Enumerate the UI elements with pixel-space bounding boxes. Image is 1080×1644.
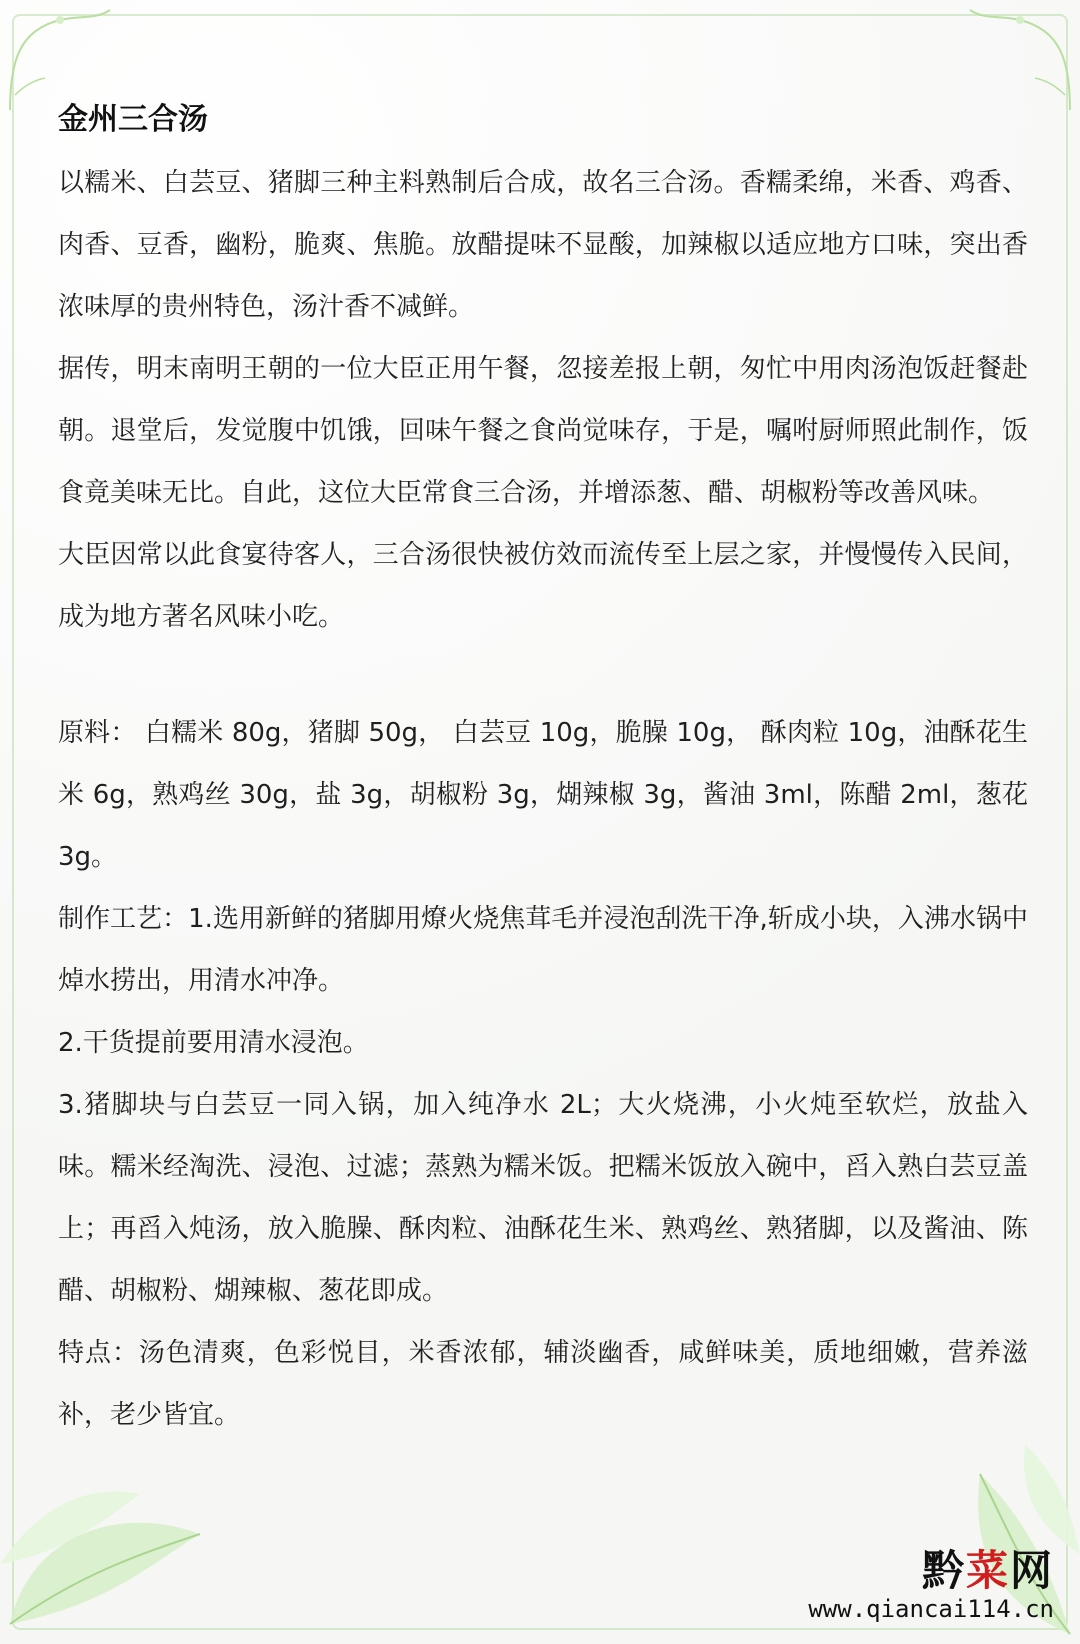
paragraph-ingredients: 原料： 白糯米 80g，猪脚 50g， 白芸豆 10g，脆臊 10g， 酥肉粒 10g，油酥花生米 6g，熟鸡丝 30g，盐 3g，胡椒粉 3g，煳辣椒 3g，酱油 3ml，陈醋 2ml，葱花 3g。 <box>58 718 1028 872</box>
site-logo-part3: 网 <box>1009 1546 1054 1595</box>
paragraph-process-1: 制作工艺：1.选用新鲜的猪脚用燎火烧焦茸毛并浸泡刮洗干净,斩成小块，入沸水锅中焯水捞出，用清水冲净。 <box>58 904 1028 996</box>
site-url: www.qiancai114.cn <box>808 1595 1054 1623</box>
site-logo <box>794 1548 1054 1594</box>
paragraph-legend: 据传，明末南明王朝的一位大臣正用午餐，忽接差报上朝，匆忙中用肉汤泡饭赶餐赴朝。退堂后，发觉腹中饥饿，回味午餐之食尚觉味存，于是，嘱咐厨师照此制作，饭食竟美味无比。自此，这位大臣常食三合汤，并增添葱、醋、胡椒粉等改善风味。 <box>58 354 1028 508</box>
paragraph-process-3: 3.猪脚块与白芸豆一同入锅，加入纯净水 2L；大火烧沸，小火炖至软烂，放盐入味。糯米经淘洗、浸泡、过滤；蒸熟为糯米饭。把糯米饭放入碗中，舀入熟白芸豆盖上；再舀入炖汤，放入脆臊、酥肉粒、油酥花生米、熟鸡丝、熟猪脚，以及酱油、陈醋、胡椒粉、煳辣椒、葱花即成。 <box>58 1090 1028 1306</box>
paragraph-intro: 以糯米、白芸豆、猪脚三种主料熟制后合成，故名三合汤。香糯柔绵，米香、鸡香、肉香、豆香，幽粉，脆爽、焦脆。放醋提味不显酸，加辣椒以适应地方口味，突出香浓味厚的贵州特色，汤汁香不减鲜。 <box>58 168 1028 322</box>
paragraph-spread: 大臣因常以此食宴待客人，三合汤很快被仿效而流传至上层之家，并慢慢传入民间，成为地方著名风味小吃。 <box>58 540 1028 632</box>
section-gap <box>58 648 1028 702</box>
article-content <box>58 96 1028 1446</box>
paragraph-process-2: 2.干货提前要用清水浸泡。 <box>58 1028 369 1058</box>
site-logo-part1: 黔 <box>921 1546 966 1595</box>
leaf-decoration-icon <box>0 1414 260 1644</box>
article-title: 金州三合汤 <box>58 102 208 137</box>
site-logo-part2: 菜 <box>965 1546 1010 1595</box>
paragraph-features: 特点：汤色清爽，色彩悦目，米香浓郁，辅淡幽香，咸鲜味美，质地细嫩，营养滋补，老少皆宜。 <box>58 1338 1028 1430</box>
site-watermark <box>794 1548 1054 1624</box>
